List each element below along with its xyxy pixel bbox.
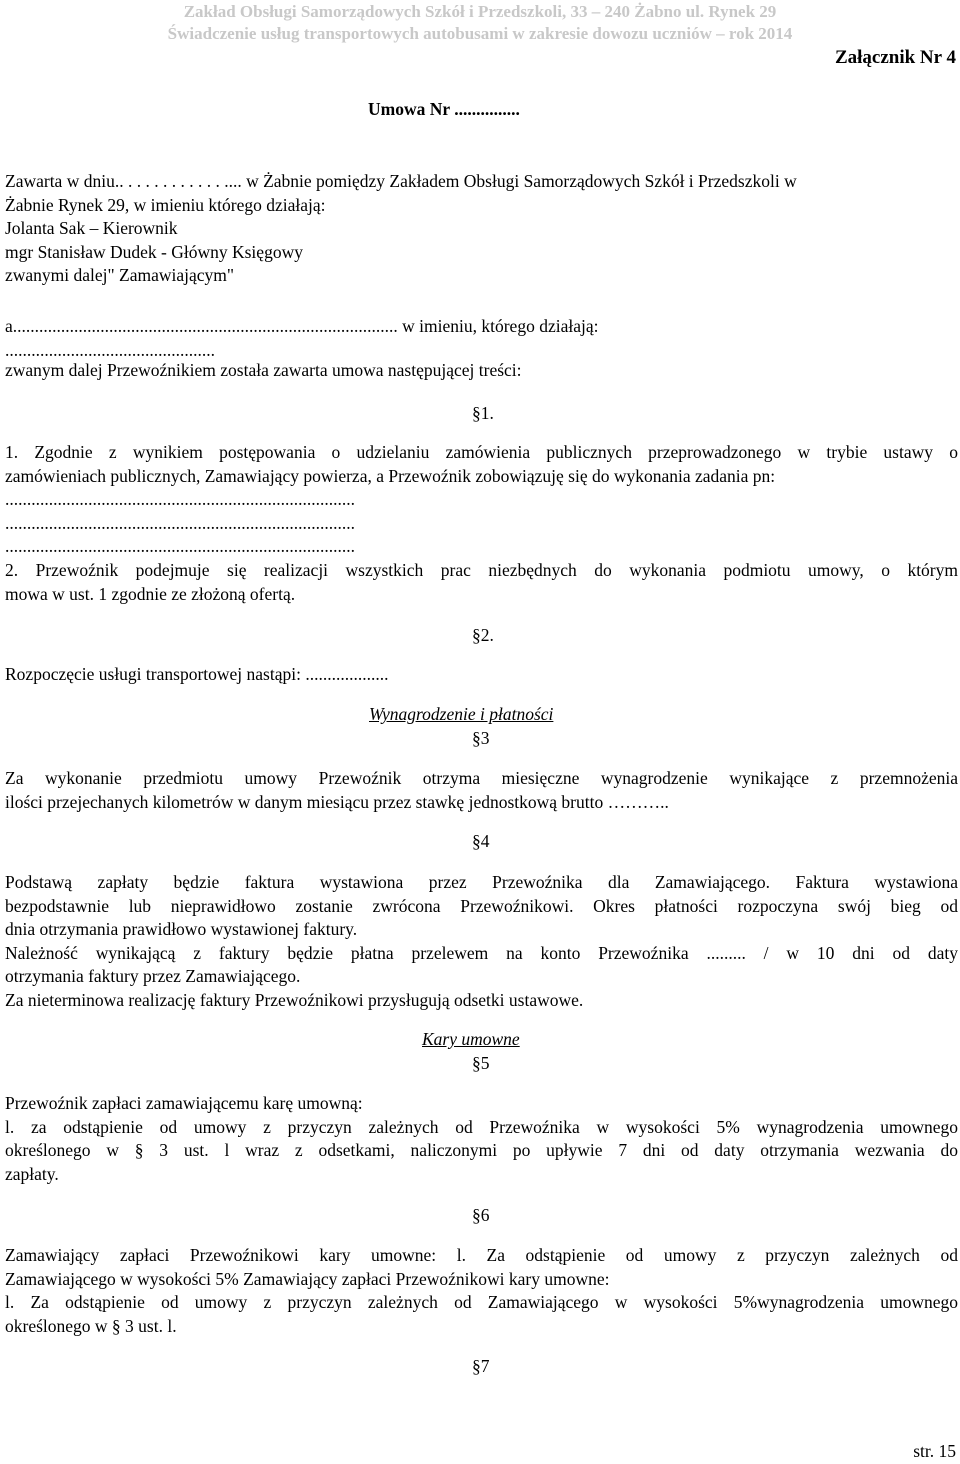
intro-line: Zawarta w dniu.. . . . . . . . . . . . .... w Żabnie pomiędzy Zakładem Obsługi Samorządowych Szkół i Przedszkoli w <box>5 171 797 191</box>
section-4-heading: §4 <box>472 831 490 851</box>
sec4-line: Za nieterminowa realizację faktury Przewoźnikowi przysługują odsetki ustawowe. <box>5 989 584 1010</box>
sec3-line: Za wykonanie przedmiotu umowy Przewoźnik otrzyma miesięczne wynagrodzenie wynikające z przemnożenia <box>5 768 958 788</box>
section-5-title: Kary umowne <box>422 1029 520 1049</box>
section-6-heading: §6 <box>472 1205 490 1225</box>
intro-line: Jolanta Sak – Kierownik <box>5 218 178 239</box>
header-line-2: Świadczenie usług transportowych autobusami w zakresie dowozu uczniów – rok 2014 <box>167 24 793 43</box>
sec6-line: Zamawiającego w wysokości 5% Zamawiający zapłaci Przewoźnikowi kary umowne: <box>5 1268 610 1289</box>
section-5-body <box>5 1092 958 1186</box>
section-3-heading: §3 <box>472 728 490 748</box>
header-line-1: Zakład Obsługi Samorządowych Szkół i Przedszkoli, 33 – 240 Żabno ul. Rynek 29 <box>183 2 777 21</box>
contractor-paragraph <box>5 315 958 382</box>
section-3-body <box>5 767 958 814</box>
section-1-body <box>5 441 958 606</box>
sec3-line: ilości przejechanych kilometrów w danym miesiącu przez stawkę jednostkową brutto ……….. <box>5 791 669 812</box>
sec1-line: ................................................................................ <box>5 489 355 510</box>
section-2-heading: §2. <box>472 625 494 645</box>
intro-line: mgr Stanisław Dudek - Główny Księgowy <box>5 241 303 262</box>
sec4-line: otrzymania faktury przez Zamawiającego. <box>5 966 301 987</box>
section-7-heading: §7 <box>472 1356 490 1376</box>
service-start-text: Rozpoczęcie usługi transportowej nastąpi: ................... <box>5 664 389 684</box>
sec1-line: ................................................................................ <box>5 536 355 557</box>
attachment-label: Załącznik Nr 4 <box>834 47 956 68</box>
sec6-line: l. Za odstąpienie od umowy z przyczyn zależnych od Zamawiającego w wysokości 5%wynagrodzenia umownego <box>5 1292 958 1313</box>
sec6-line: Zamawiający zapłaci Przewoźnikowi kary umowne: l. Za odstąpienie od umowy z przyczyn zależnych od <box>5 1245 958 1265</box>
sec5-line: określonego w § 3 ust. l wraz z odsetkami, naliczonymi po upływie 7 dni od daty otrzymania wezwania do <box>5 1140 958 1161</box>
sec1-line: zamówieniach publicznych, Zamawiający powierza, a Przewoźnik zobowiązuję się do wykonania zadania pn: <box>5 465 776 486</box>
sec1-line: 1. Zgodnie z wynikiem postępowania o udzielaniu zamówienia publicznych przeprowadzonego w trybie ustawy o <box>5 442 958 462</box>
sec4-line: bezpodstawnie lub nieprawidłowo zostanie zwrócona Przewoźnikowi. Okres płatności rozpoczyna swój bieg od <box>5 895 958 916</box>
sec1-line: mowa w ust. 1 zgodnie ze złożoną ofertą. <box>5 583 296 604</box>
sec5-line: zapłaty. <box>5 1163 59 1184</box>
section-5-heading: §5 <box>472 1053 490 1073</box>
sec6-line: określonego w § 3 ust. l. <box>5 1315 177 1336</box>
sec4-line: Podstawą zapłaty będzie faktura wystawiona przez Przewoźnika dla Zamawiającego. Faktura wystawiona <box>5 872 958 892</box>
party-line: a........................................................................................ w imieniu, którego działają: <box>5 316 599 336</box>
section-3-title: Wynagrodzenie i płatności <box>369 704 554 724</box>
party-line: ................................................ <box>5 339 215 359</box>
sec5-line: Przewoźnik zapłaci zamawiającemu karę umowną: <box>5 1093 363 1113</box>
intro-paragraph <box>5 170 958 288</box>
page-number: str. 15 <box>913 1441 956 1461</box>
sec4-line: dnia otrzymania prawidłowo wystawionej faktury. <box>5 919 358 940</box>
sec1-line: 2. Przewoźnik podejmuje się realizacji wszystkich prac niezbędnych do wykonania podmiotu umowy, o którym <box>5 559 958 580</box>
intro-line: zwanymi dalej" Zamawiającym" <box>5 265 235 286</box>
section-1-heading: §1. <box>472 403 494 423</box>
sec5-line: l. za odstąpienie od umowy z przyczyn zależnych od Przewoźnika w wysokości 5% wynagrodzenia umownego <box>5 1116 958 1137</box>
section-4-body <box>5 871 958 1013</box>
intro-line: Żabnie Rynek 29, w imieniu którego działają: <box>5 194 326 215</box>
sec1-line: ................................................................................ <box>5 512 355 533</box>
section-6-body <box>5 1244 958 1338</box>
party-line: zwanym dalej Przewoźnikiem została zawarta umowa następującej treści: <box>5 359 522 380</box>
sec4-line: Należność wynikającą z faktury będzie płatna przelewem na konto Przewoźnika ......... / w 10 dni od daty <box>5 942 958 963</box>
contract-title: Umowa Nr ............... <box>368 99 520 119</box>
